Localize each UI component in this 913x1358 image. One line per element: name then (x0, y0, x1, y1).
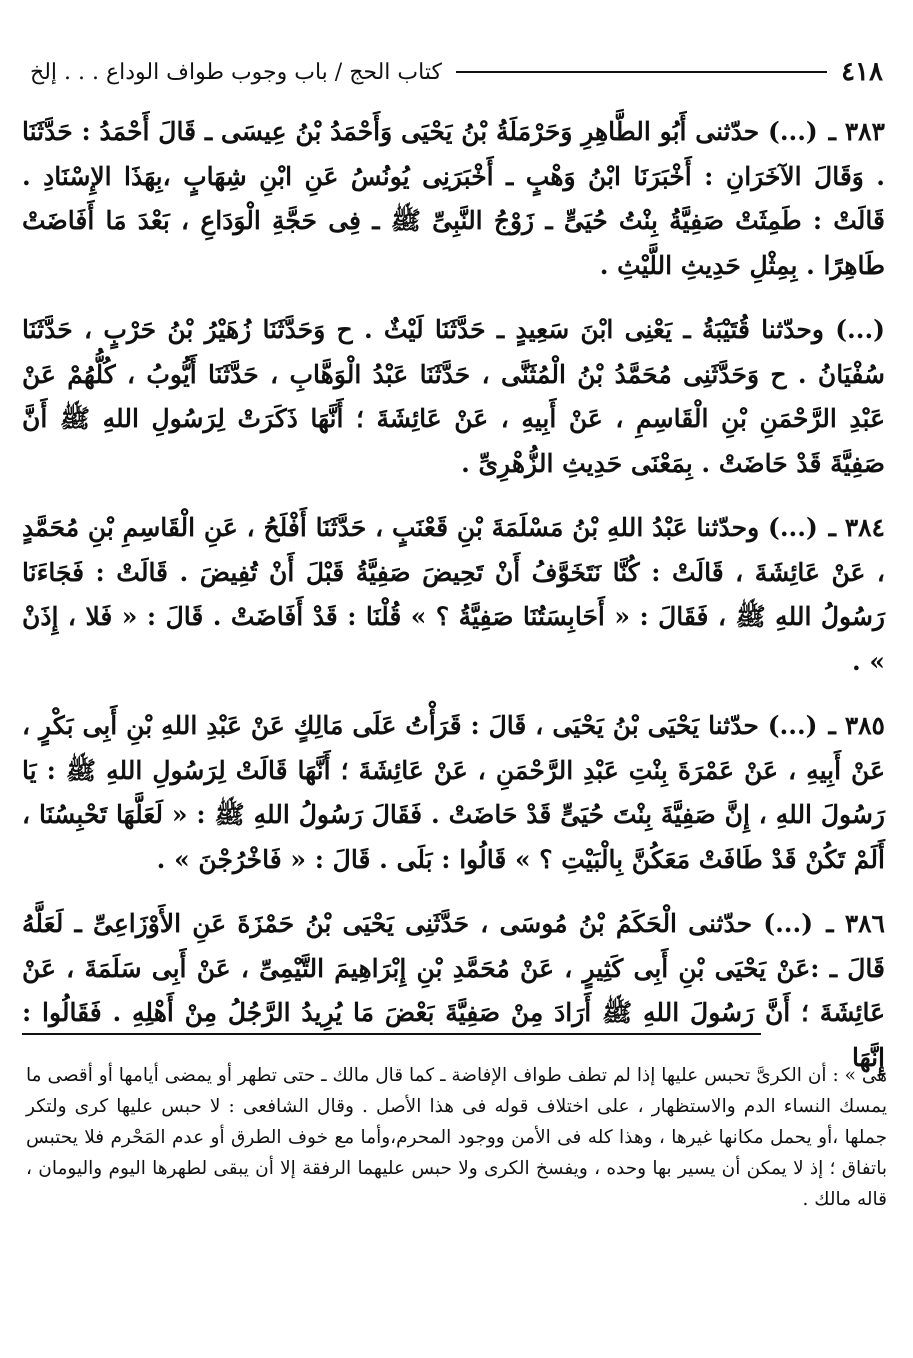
header-rule (456, 71, 827, 73)
hadith-383-variant (22, 308, 885, 486)
hadith-number: ٣٨٣ ـ (828, 117, 885, 146)
hadith-text: (...) حدّثنى أَبُو الطَّاهِرِ وَحَرْمَلَةُ بْنُ يَحْيَى وَأَحْمَدُ بْنُ عِيسَى ـ قَالَ أَحْمَدُ : حَدَّثَنَا . وَقَالَ الآخَرَانِ : أَخْبَرَنَا ابْنُ وَهْبٍ ـ أَخْبَرَنِى يُونُسُ عَنِ ابْنِ شِهَابٍ ،بِهَذَا الإِسْنَادِ . قَالَتْ : طَمِثَتْ صَفِيَّةُ بِنْتُ حُيَىٍّ ـ زَوْجُ النَّبِىِّ ﷺ ـ فِى حَجَّةِ الْوَدَاعِ ، بَعْدَ مَا أَفَاضَتْ طَاهِرًا . بِمِثْلِ حَدِيثِ اللَّيْثِ . (22, 117, 885, 280)
footnote: هى » : أن الكرىَّ تحبس عليها إذا لم تطف طواف الإفاضة ـ كما قال مالك ـ حتى تطهر أو يمضى أيامها أو أقصى ما يمسك النساء الدم والاستظهار ، على اختلاف قوله فى هذا الأصل . وقال الشافعى : لا حبس عليها كرى ولتكر جملها ،أو يحمل مكانها غيرها ، وهذا كله فى الأمن ووجود المحرم،وأما مع خوف الطرق أو عدم المَحْرم فلا يحتبس باتفاق ؛ إذ لا يمكن أن يسير بها وحده ، ويفسخ الكرى ولا حبس عليهما الرفقة إلا أن يبقى لطهرها اليوم واليومان ، قاله مالك . (26, 1065, 887, 1210)
hadith-text: (...) وحدّثنا قُتَيْبَةُ ـ يَعْنِى ابْنَ سَعِيدٍ ـ حَدَّثَنَا لَيْثٌ . ح وَحَدَّثَنَا زُهَيْرُ بْنُ حَرْبٍ ، حَدَّثَنَا سُفْيَانُ . ح وَحَدَّثَنِى مُحَمَّدُ بْنُ الْمُثَنَّى ، حَدَّثَنَا عَبْدُ الْوَهَّابِ ، حَدَّثَنَا أَيُّوبُ ، كُلُّهُمْ عَنْ عَبْدِ الرَّحْمَنِ بْنِ الْقَاسِمِ ، عَنْ أَبِيهِ ، عَنْ عَائِشَةَ ؛ أَنَّهَا ذَكَرَتْ لِرَسُولِ اللهِ ﷺ أَنَّ صَفِيَّةَ قَدْ حَاضَتْ . بِمَعْنَى حَدِيثِ الزُّهْرِىِّ . (22, 315, 885, 478)
hadith-number: ٣٨٤ ـ (828, 513, 885, 542)
hadith-386 (22, 902, 885, 1080)
hadith-383 (22, 110, 885, 288)
hadith-384 (22, 506, 885, 684)
hadith-385 (22, 704, 885, 882)
footnote-separator (22, 1033, 761, 1035)
main-text (22, 110, 885, 1100)
hadith-number: ٣٨٥ ـ (828, 711, 885, 740)
hadith-text: (...) حدّثنا يَحْيَى بْنُ يَحْيَى ، قَالَ : قَرَأْتُ عَلَى مَالِكٍ عَنْ عَبْدِ اللهِ بْنِ أَبِى بَكْرٍ ، عَنْ أَبِيهِ ، عَنْ عَمْرَةَ بِنْتِ عَبْدِ الرَّحْمَنِ ، عَنْ عَائِشَةَ ؛ أَنَّهَا قَالَتْ لِرَسُولِ اللهِ ﷺ : يَا رَسُولَ اللهِ ، إِنَّ صَفِيَّةَ بِنْتَ حُيَىٍّ قَدْ حَاضَتْ . فَقَالَ رَسُولُ اللهِ ﷺ : « لَعَلَّهَا تَحْبِسُنَا ، أَلَمْ تَكُنْ قَدْ طَافَتْ مَعَكُنَّ بِالْبَيْتِ ؟ » قَالُوا : بَلَى . قَالَ : « فَاخْرُجْنَ » . (22, 711, 885, 874)
hadith-text: (...) وحدّثنا عَبْدُ اللهِ بْنُ مَسْلَمَةَ بْنِ قَعْنَبٍ ، حَدَّثَنَا أَفْلَحُ ، عَنِ الْقَاسِمِ بْنِ مُحَمَّدٍ ، عَنْ عَائِشَةَ ، قَالَتْ : كُنَّا نَتَخَوَّفُ أَنْ تَحِيضَ صَفِيَّةُ قَبْلَ أَنْ تُفِيضَ . قَالَتْ : فَجَاءَنَا رَسُولُ اللهِ ﷺ ، فَقَالَ : « أَحَابِسَتُنَا صَفِيَّةُ ؟ » قُلْنَا : قَدْ أَفَاضَتْ . قَالَ : « فَلا ، إِذَنْ » . (22, 513, 885, 676)
hadith-text: (...) حدّثنى الْحَكَمُ بْنُ مُوسَى ، حَدَّثَنِى يَحْيَى بْنُ حَمْزَةَ عَنِ الأَوْزَاعِىِّ ـ لَعَلَّهُ قَالَ ـ :عَنْ يَحْيَى بْنِ أَبِى كَثِيرٍ ، عَنْ مُحَمَّدِ بْنِ إِبْرَاهِيمَ التَّيْمِىِّ ، عَنْ أَبِى سَلَمَةَ ، عَنْ عَائِشَةَ ؛ أَنَّ رَسُولَ اللهِ ﷺ أَرَادَ مِنْ صَفِيَّةَ بَعْضَ مَا يُرِيدُ الرَّجُلُ مِنْ أَهْلِهِ . فَقَالُوا : إِنَّهَا (22, 909, 885, 1072)
page-header (30, 52, 883, 92)
hadith-number: ٣٨٦ ـ (826, 909, 885, 938)
running-title: كتاب الحج / باب وجوب طواف الوداع . . . إلخ (30, 59, 442, 85)
page-number: ٤١٨ (841, 57, 883, 87)
